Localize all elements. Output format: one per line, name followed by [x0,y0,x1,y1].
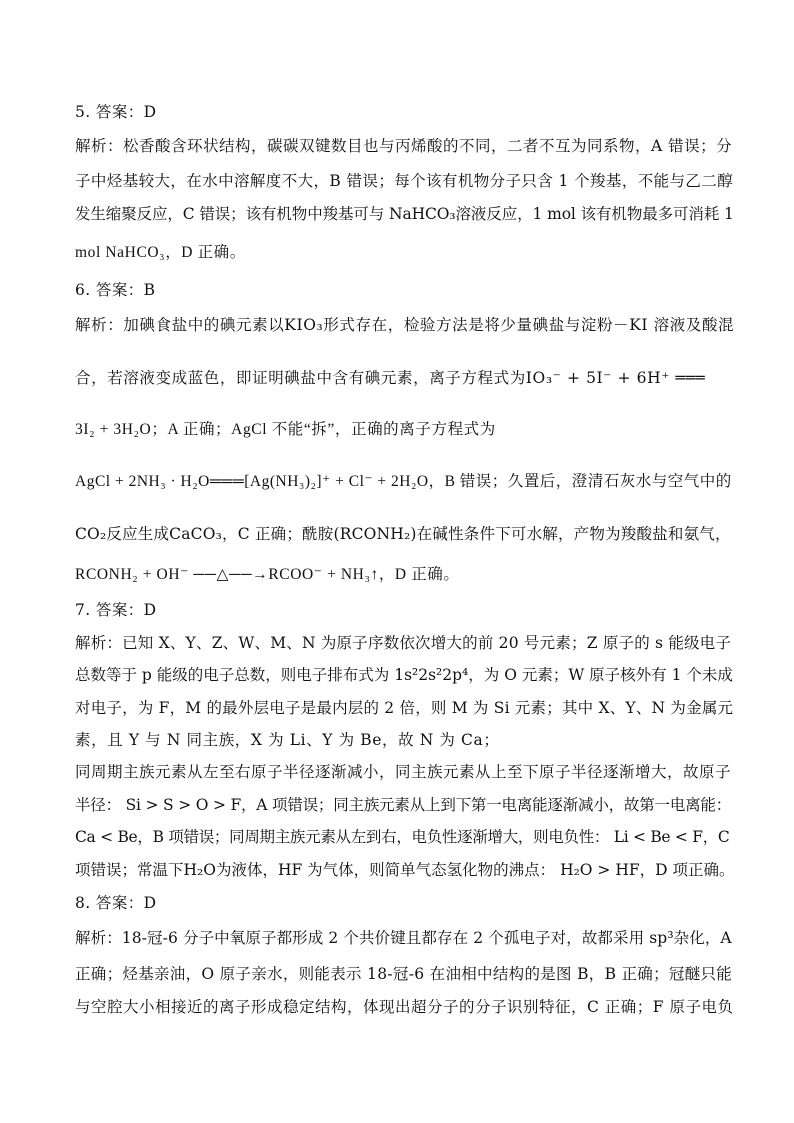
q7-text-line-2: 总数等于 p 能级的电子总数，则电子排布式为 1s²2s²2p⁴，为 O 元素；W 原子核外有 1 个未成 [75,666,733,684]
q6-text-line-4: AgCl + 2NH₃ · H₂O═══[Ag(NH₃)₂]⁺ + Cl⁻ + 2H₂O，B 错误；久置后，澄清石灰水与空气中的 [75,473,732,490]
q7-text-line-1: 解析：已知 X、Y、Z、W、M、N 为原子序数依次增大的前 20 号元素；Z 原子的 s 能级电子 [75,634,732,652]
q5-text-line-2: 子中烃基较大，在水中溶解度不大，B 错误；每个该有机物分子只含 1 个羧基，不能与乙二醇 [75,172,734,190]
q8-text-line-3: 与空腔大小相接近的离子形成稳定结构，体现出超分子的分子识别特征，C 正确；F 原子电负 [75,998,734,1016]
q8-text-line-1: 解析：18-冠-6 分子中氧原子都形成 2 个共价键且都存在 2 个孤电子对，故都采用 sp³杂化，A [75,929,732,947]
q5-text-line-3: 发生缩聚反应，C 错误；该有机物中羧基可与 NaHCO₃溶液反应，1 mol 该有机物最多可消耗 1 [75,205,734,223]
q6-text-line-6: RCONH₂ + OH⁻ ──△──→RCOO⁻ + NH₃↑，D 正确。 [75,566,460,583]
q7-text-line-3: 对电子，为 F，M 的最外层电子是最内层的 2 倍，则 M 为 Si 元素；其中 X、Y、N 为金属元 [75,699,734,717]
q7-text-line-8: 项错误；常温下H₂O为液体，HF 为气体，则简单气态氢化物的沸点： H₂O > HF，D 项正确。 [75,861,735,879]
q8-answer: 8. 答案：D [75,894,157,912]
q5-answer: 5. 答案：D [75,103,157,121]
q7-answer: 7. 答案：D [75,601,157,619]
q5-text-line-4: mol NaHCO₃，D 正确。 [75,244,246,261]
q6-answer: 6. 答案：B [75,281,156,299]
q7-text-line-4: 素，且 Y 与 N 同主族，X 为 Li、Y 为 Be，故 N 为 Ca； [75,731,500,749]
q6-text-line-2: 合，若溶液变成蓝色，即证明碘盐中含有碘元素，离子方程式为IO₃⁻ + 5I⁻ + 6H⁺ ═══ [75,369,706,387]
q7-text-line-5: 同周期主族元素从左至右原子半径逐渐减小，同主族元素从上至下原子半径逐渐增大，故原子 [75,763,732,781]
q7-text-line-6: 半径： Si > S > O > F，A 项错误；同主族元素从上到下第一电离能逐渐减小，故第一电离能： [75,796,732,814]
q6-text-line-3: 3I₂ + 3H₂O；A 正确；AgCl 不能“拆”，正确的离子方程式为 [75,421,496,438]
q5-text-line-1: 解析：松香酸含环状结构，碳碳双键数目也与丙烯酸的不同，二者不互为同系物，A 错误；分 [75,137,733,155]
q6-text-line-5: CO₂反应生成CaCO₃，C 正确；酰胺(RCONH₂)在碱性条件下可水解，产物为羧酸盐和氨气， [75,525,731,543]
q6-text-line-1: 解析：加碘食盐中的碘元素以KIO₃形式存在，检验方法是将少量碘盐与淀粉－KI 溶液及酸混 [75,316,735,334]
q8-text-line-2: 正确；烃基亲油，O 原子亲水，则能表示 18-冠-6 在油相中结构的是图 B，B 正确；冠醚只能 [75,965,733,983]
q7-text-line-7: Ca < Be，B 项错误；同周期主族元素从左到右，电负性逐渐增大，则电负性： Li < Be < F，C [75,828,730,846]
